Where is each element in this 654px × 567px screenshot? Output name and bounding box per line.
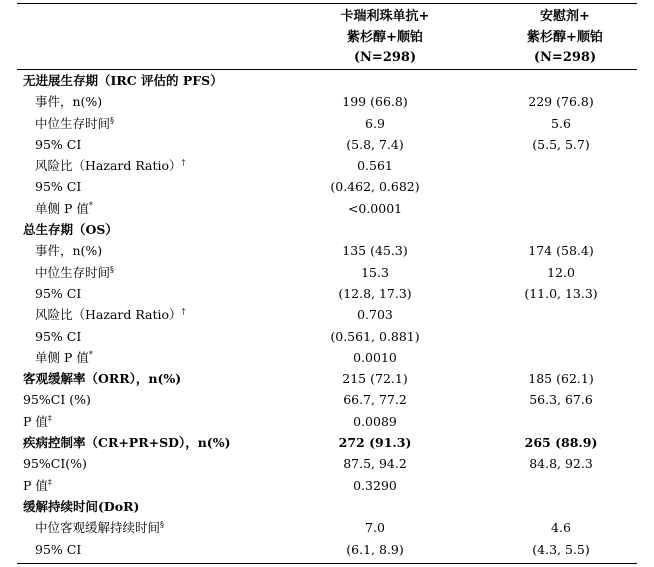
footnote-marker: ‡ xyxy=(47,413,52,423)
row-label-text: 95% CI xyxy=(35,541,82,557)
cell-camrelizumab: 215 (72.1) xyxy=(342,371,408,387)
row-label xyxy=(23,70,223,91)
row-label xyxy=(35,517,164,538)
table-row xyxy=(17,155,637,176)
column-header-line: (N=298) xyxy=(353,50,417,65)
table-row xyxy=(17,475,637,496)
table-row xyxy=(17,389,637,410)
table-row xyxy=(17,91,637,112)
row-label-text: 事件，n(%) xyxy=(35,94,103,110)
cell-camrelizumab: (0.462, 0.682) xyxy=(330,179,420,195)
cell-camrelizumab: 272 (91.3) xyxy=(338,435,412,451)
row-label-text: 事件，n(%) xyxy=(35,243,103,259)
row-label xyxy=(23,219,118,240)
cell-camrelizumab: 0.0010 xyxy=(353,349,397,365)
footnote-marker: † xyxy=(181,158,186,168)
table-row xyxy=(17,113,637,134)
column-header-line: 安慰剂+ xyxy=(540,9,590,24)
row-label-text: 缓解持续时间(DoR) xyxy=(23,498,140,514)
cell-camrelizumab: 7.0 xyxy=(365,520,385,536)
row-label xyxy=(35,539,81,560)
row-label-text: 95% CI xyxy=(35,285,82,301)
table-row xyxy=(17,411,637,432)
row-label-text: 中位生存时间 xyxy=(35,264,111,280)
table-row xyxy=(17,432,637,453)
footnote-marker: § xyxy=(110,115,115,125)
row-label-text: 95%CI (%) xyxy=(23,392,91,408)
row-label xyxy=(23,411,52,432)
cell-camrelizumab: 0.3290 xyxy=(353,477,397,493)
table-row xyxy=(17,539,637,560)
footnote-marker: * xyxy=(88,200,93,210)
cell-placebo: 265 (88.9) xyxy=(524,435,598,451)
row-label-text: 95% CI xyxy=(35,328,82,344)
table-top-rule xyxy=(17,3,637,4)
footnote-marker: § xyxy=(160,520,165,530)
table-row xyxy=(17,347,637,368)
row-label-text: 疾病控制率（CR+PR+SD），n(%) xyxy=(23,435,231,451)
row-label xyxy=(35,304,186,325)
cell-camrelizumab: (12.8, 17.3) xyxy=(338,285,412,301)
table-row xyxy=(17,240,637,261)
cell-camrelizumab: (5.8, 7.4) xyxy=(346,136,404,152)
row-label xyxy=(35,240,102,261)
table-row xyxy=(17,496,637,517)
cell-placebo: (11.0, 13.3) xyxy=(524,285,598,301)
footnote-marker: † xyxy=(181,307,186,317)
table-row xyxy=(17,517,637,538)
table-row xyxy=(17,453,637,474)
row-label xyxy=(35,91,102,112)
row-label-text: 单侧 P 值 xyxy=(35,349,89,365)
row-label-text: 中位客观缓解持续时间 xyxy=(35,520,161,536)
cell-camrelizumab: 0.703 xyxy=(357,307,393,323)
footnote-marker: § xyxy=(110,264,115,274)
table-row xyxy=(17,70,637,91)
cell-placebo: (5.5, 5.7) xyxy=(532,136,590,152)
table-row xyxy=(17,304,637,325)
cell-camrelizumab: 199 (66.8) xyxy=(342,94,408,110)
cell-camrelizumab: 66.7, 77.2 xyxy=(343,392,407,408)
row-label xyxy=(35,326,81,347)
column-header-line: 紫杉醇+顺铂 xyxy=(527,29,603,45)
table-body xyxy=(17,70,637,560)
column-header-camrelizumab xyxy=(310,7,460,69)
row-label xyxy=(23,475,52,496)
cell-camrelizumab: 15.3 xyxy=(361,264,389,280)
table-bottom-rule xyxy=(17,563,637,564)
row-label xyxy=(35,198,93,219)
row-label-text: 95% CI xyxy=(35,136,82,152)
row-label-text: 中位生存时间 xyxy=(35,115,111,131)
row-label xyxy=(23,389,91,410)
row-label-text: 单侧 P 值 xyxy=(35,200,89,216)
row-label-text: 客观缓解率（ORR），n(%) xyxy=(23,371,182,387)
table-row xyxy=(17,326,637,347)
cell-camrelizumab: 135 (45.3) xyxy=(342,243,408,259)
row-label xyxy=(23,453,87,474)
column-header-line: 紫杉醇+顺铂 xyxy=(347,29,423,45)
row-label xyxy=(35,176,81,197)
cell-camrelizumab: 87.5, 94.2 xyxy=(343,456,407,472)
row-label xyxy=(23,432,230,453)
table-row xyxy=(17,283,637,304)
table-row xyxy=(17,176,637,197)
cell-placebo: 12.0 xyxy=(547,264,575,280)
cell-placebo: 84.8, 92.3 xyxy=(529,456,593,472)
cell-placebo: 229 (76.8) xyxy=(528,94,594,110)
row-label-text: 风险比（Hazard Ratio） xyxy=(35,307,182,323)
row-label xyxy=(35,283,81,304)
row-label xyxy=(23,368,181,389)
row-label-text: 95%CI(%) xyxy=(23,456,87,472)
cell-camrelizumab: (6.1, 8.9) xyxy=(346,541,404,557)
cell-camrelizumab: (0.561, 0.881) xyxy=(330,328,420,344)
cell-camrelizumab: 6.9 xyxy=(365,115,385,131)
table-row xyxy=(17,262,637,283)
row-label-text: P 值 xyxy=(23,413,48,429)
cell-placebo: 5.6 xyxy=(551,115,571,131)
cell-camrelizumab: 0.0089 xyxy=(353,413,397,429)
table-row xyxy=(17,134,637,155)
table-row xyxy=(17,368,637,389)
row-label-text: 风险比（Hazard Ratio） xyxy=(35,158,182,174)
cell-placebo: 174 (58.4) xyxy=(528,243,594,259)
row-label-text: 95% CI xyxy=(35,179,82,195)
column-header-line: (N=298) xyxy=(533,50,597,65)
row-label xyxy=(35,134,81,155)
cell-placebo: 4.6 xyxy=(551,520,571,536)
cell-placebo: (4.3, 5.5) xyxy=(532,541,590,557)
row-label xyxy=(35,262,114,283)
row-label-text: P 值 xyxy=(23,477,48,493)
row-label xyxy=(23,496,139,517)
footnote-marker: ‡ xyxy=(47,477,52,487)
column-header-line: 卡瑞利珠单抗+ xyxy=(340,9,430,24)
cell-camrelizumab: 0.561 xyxy=(357,158,393,174)
table-row xyxy=(17,219,637,240)
row-label xyxy=(35,155,186,176)
row-label-text: 总生存期（OS） xyxy=(23,222,118,238)
cell-camrelizumab: <0.0001 xyxy=(347,200,403,216)
cell-placebo: 56.3, 67.6 xyxy=(529,392,593,408)
row-label xyxy=(35,113,114,134)
footnote-marker: * xyxy=(88,349,93,359)
row-label xyxy=(35,347,93,368)
column-header-placebo xyxy=(490,7,640,69)
row-label-text: 无进展生存期（IRC 评估的 PFS） xyxy=(23,73,223,88)
table-row xyxy=(17,198,637,219)
cell-placebo: 185 (62.1) xyxy=(528,371,594,387)
